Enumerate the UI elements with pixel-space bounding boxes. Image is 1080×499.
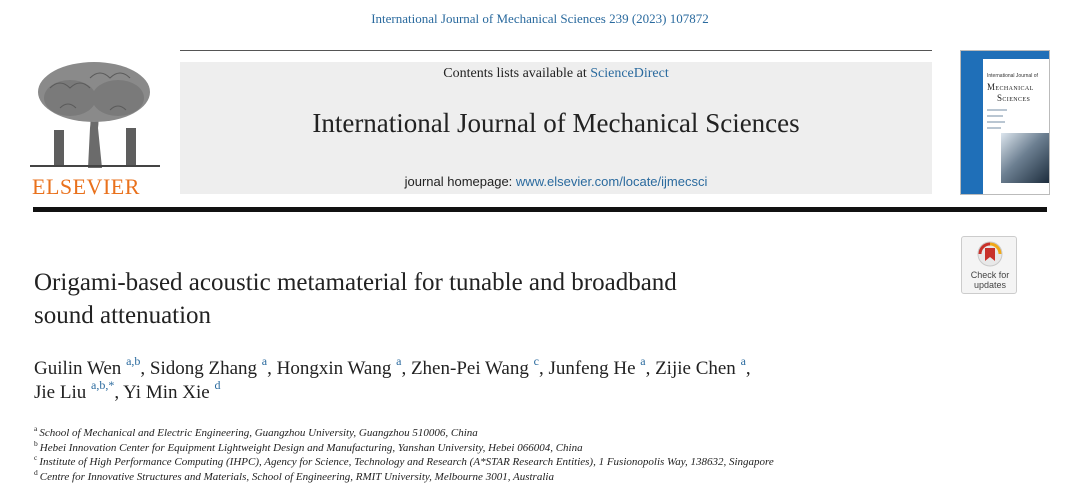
author-affil-link[interactable]: a [640,353,646,368]
article-title-line1: Origami-based acoustic metamaterial for tunable and broadband [34,269,677,296]
check-for-updates-badge[interactable] [961,236,1017,294]
author[interactable]: Yi Min Xie $^d$ [123,377,221,403]
header-thick-rule [33,207,1047,212]
author-corresponding[interactable]: Jie Liu $^{a,b,*}$ [34,377,115,403]
author[interactable]: Hongxin Wang $^a$ [276,353,402,379]
sciencedirect-link[interactable]: ScienceDirect [590,66,669,81]
article-title [34,266,914,332]
elsevier-wordmark[interactable]: ELSEVIER [32,174,140,199]
author[interactable]: Junfeng He $^a$ [548,353,646,379]
cover-band [961,51,1050,59]
author-line-2: Jie Liu $^{a,b,*}$, Yi Min Xie $^d$ [34,377,221,403]
author-affil-link[interactable]: a [740,353,746,368]
cover-title-line1: Mechanical [987,82,1034,92]
author[interactable]: Zijie Chen $^a$ [655,353,746,379]
author-line-1: Guilin Wen $^{a,b}$, Sidong Zhang $^a$, Hongxin Wang $^a$, Zhen-Pei Wang $^c$, Junfeng He $^a$, Zijie Chen $^a$, [34,353,751,379]
check-updates-line1: Check for [970,270,1010,280]
journal-cover-thumbnail[interactable] [960,50,1050,195]
homepage-prefix: journal homepage: [404,174,516,189]
journal-title[interactable]: International Journal of Mechanical Sciences [312,108,800,138]
affiliation-list [34,426,1034,484]
cover-subtitle: International Journal of [987,73,1038,79]
affiliation-item: $^a$ School of Mechanical and Electric Engineering, Guangzhou University, Guangzhou 510006, China [34,424,478,439]
affiliation-item: $^c$ Institute of High Performance Computing (IHPC), Agency for Science, Technology and Research (A*STAR Research Entities), 1 Fusionopolis Way, 138632, Singapore [34,453,774,468]
check-updates-line2: updates [973,280,1007,290]
author-affil-link[interactable]: a [261,353,268,368]
journal-homepage-link[interactable]: www.elsevier.com/locate/ijmecsci [515,174,708,189]
contents-line [180,66,932,82]
author[interactable]: Sidong Zhang $^a$ [149,353,268,379]
cover-title [987,82,1034,104]
author[interactable]: Guilin Wen $^{a,b}$ [34,353,141,379]
author-affil-link[interactable]: a,b,* [91,377,115,392]
affiliation-item: $^b$ Hebei Innovation Center for Equipment Lightweight Design and Manufacturing, Yanshan University, Hebei 066004, China [34,438,583,454]
running-head[interactable]: International Journal of Mechanical Sciences 239 (2023) 107872 [371,11,709,26]
author-affil-link[interactable]: d [214,377,221,392]
bookmark-icon [977,241,1003,267]
author-affil-link[interactable]: a [396,353,402,368]
affiliation-item: $^d$ Centre for Innovative Structures and Materials, School of Engineering, RMIT University, Melbourne 3001, Australia [34,467,554,483]
top-rule [180,50,932,51]
cover-side-band [961,59,983,195]
homepage-line [180,174,932,189]
cover-image [1001,133,1050,183]
author-list [34,353,934,405]
journal-masthead [180,62,932,194]
cover-title-line2: Sciences [997,93,1031,103]
article-title-line2: sound attenuation [34,302,212,329]
author-affil-link[interactable]: c [533,353,539,368]
author[interactable]: Zhen-Pei Wang $^c$ [410,353,539,379]
contents-prefix: Contents lists available at [443,66,591,81]
author-affil-link[interactable]: a,b [126,353,141,368]
check-for-updates-label [962,270,1018,290]
